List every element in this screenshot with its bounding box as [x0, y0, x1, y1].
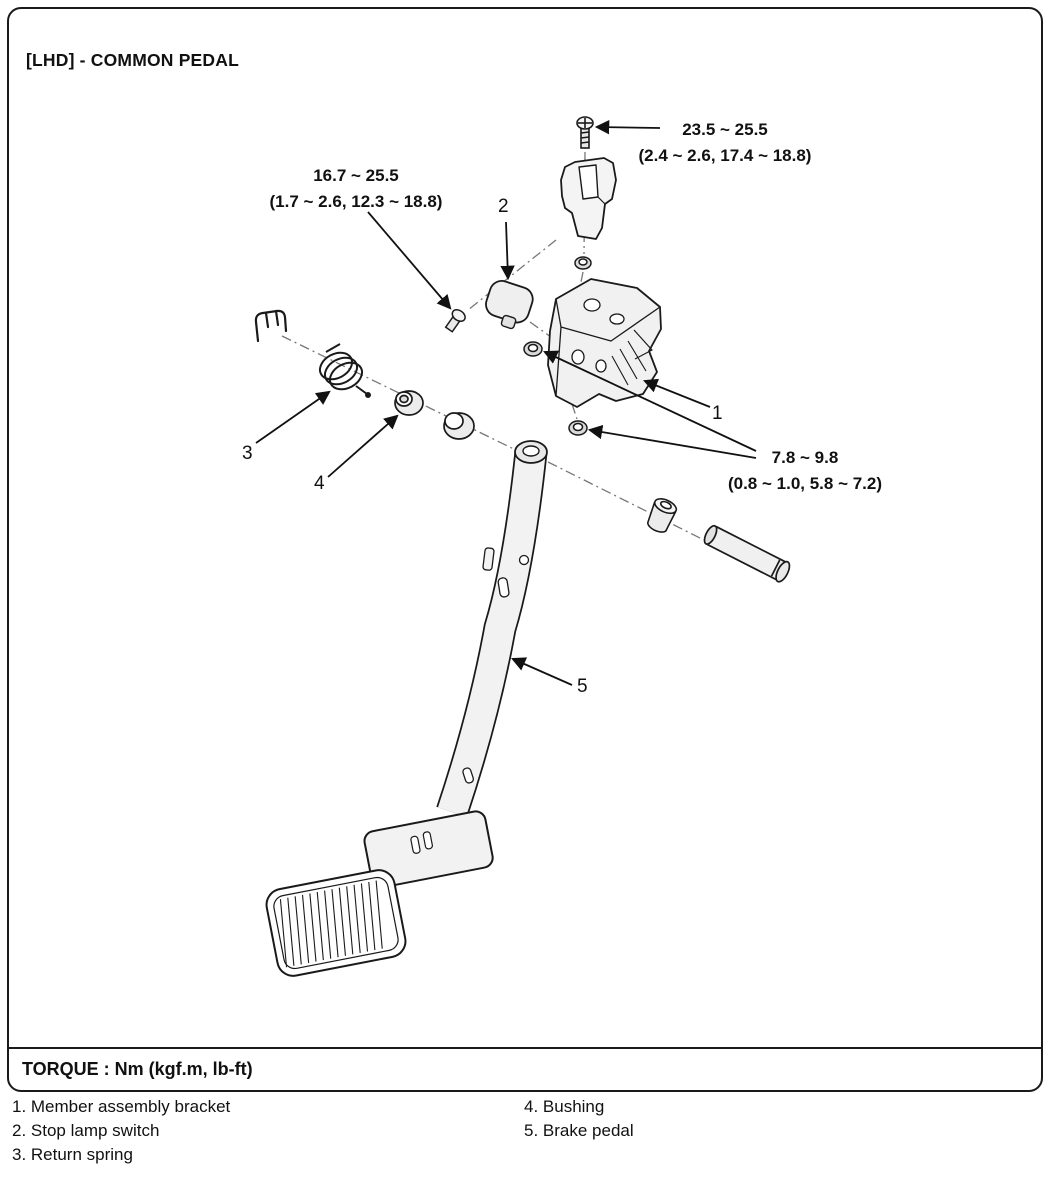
arrow-callout-5 — [513, 659, 572, 685]
callout-3: 3 — [242, 443, 253, 464]
legend-item-1: 1. Member assembly bracket — [12, 1097, 231, 1116]
torque-nm: 23.5 ~ 25.5 — [682, 120, 768, 139]
lock-nut — [575, 257, 591, 269]
torque-nm: 16.7 ~ 25.5 — [313, 166, 399, 185]
bushing-rear — [444, 413, 474, 439]
callout-1: 1 — [712, 403, 723, 424]
return-spring — [315, 344, 370, 397]
torque-units-note: TORQUE : Nm (kgf.m, lb-ft) — [22, 1059, 253, 1079]
pivot-nut-lower — [569, 421, 587, 435]
legend-item-4: 4. Bushing — [524, 1097, 605, 1116]
stop-lamp-switch — [481, 278, 536, 332]
legend-item-3: 3. Return spring — [12, 1145, 133, 1164]
figure-title: [LHD] - COMMON PEDAL — [26, 50, 240, 70]
arrow-callout-3 — [256, 392, 329, 443]
pivot-spacer — [644, 496, 678, 535]
switch-bolt — [443, 307, 467, 333]
arrow-callout-4 — [328, 416, 397, 477]
member-assembly-bracket — [548, 279, 661, 407]
legend-item-5: 5. Brake pedal — [524, 1121, 634, 1140]
torque-label-stop-lamp-switch — [241, 163, 471, 216]
bushing-front — [395, 391, 423, 415]
arrow-callout-2 — [506, 222, 508, 278]
torque-kgf-lbft: (2.4 ~ 2.6, 17.4 ~ 18.8) — [638, 146, 812, 166]
brake-pedal-arm — [452, 441, 547, 812]
torque-nm: 7.8 ~ 9.8 — [771, 448, 839, 467]
spring-clip — [256, 311, 286, 341]
pedal-pad — [264, 867, 408, 978]
callout-2: 2 — [498, 196, 509, 217]
torque-kgf-lbft: (0.8 ~ 1.0, 5.8 ~ 7.2) — [727, 474, 883, 494]
torque-kgf-lbft: (1.7 ~ 2.6, 12.3 ~ 18.8) — [269, 192, 443, 212]
legend-item-2: 2. Stop lamp switch — [12, 1121, 160, 1140]
torque-label-pivot-nuts — [690, 445, 920, 498]
callout-4: 4 — [314, 473, 325, 494]
torque-label-mounting-bolt — [610, 117, 840, 170]
pivot-bolt — [702, 523, 793, 584]
arrow-switch-torque — [368, 212, 450, 308]
pedal-support-clamp — [561, 158, 616, 239]
mounting-bolt — [577, 117, 593, 148]
callout-5: 5 — [577, 676, 588, 697]
pivot-nut-upper — [524, 342, 542, 356]
